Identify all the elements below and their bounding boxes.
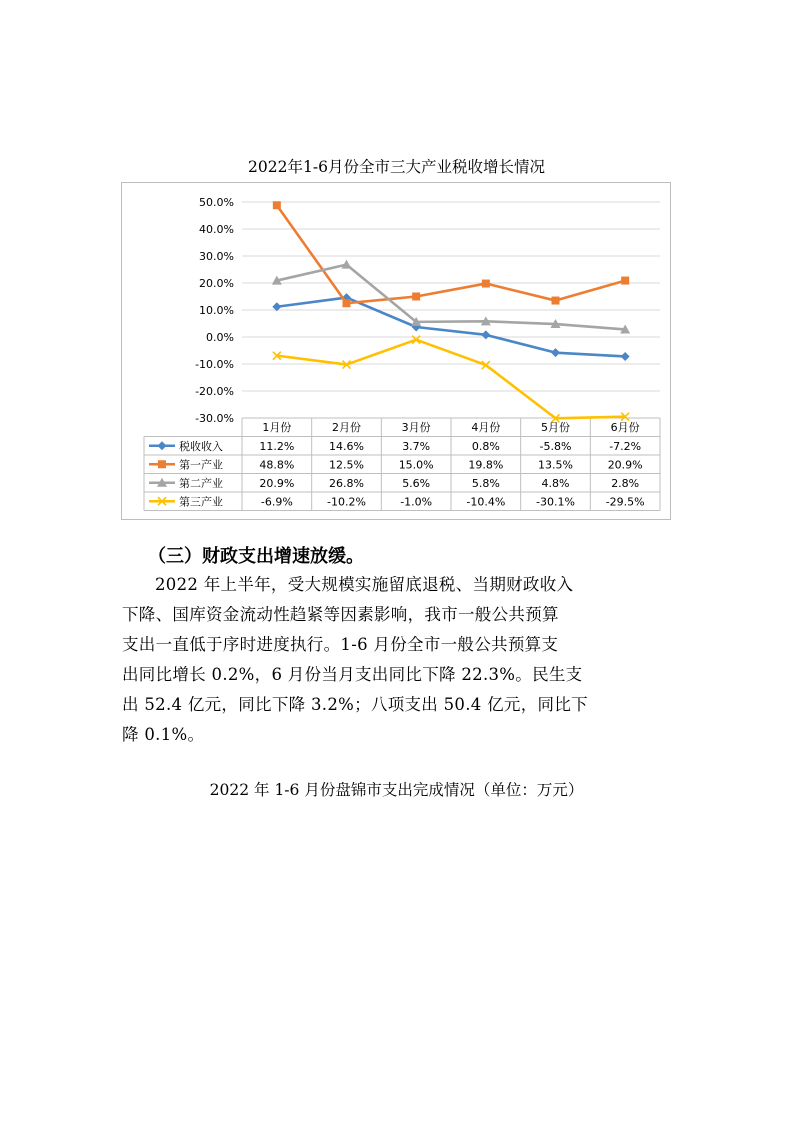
y-tick-label: -20.0%	[195, 385, 234, 398]
square-marker	[343, 299, 351, 307]
data-table-value: 4.8%	[541, 476, 570, 490]
tax-growth-chart	[122, 183, 670, 519]
x-category-label: 5月份	[541, 421, 570, 434]
series-line	[277, 298, 625, 357]
diamond-marker	[158, 441, 167, 450]
data-table-value: -1.0%	[400, 495, 433, 509]
square-marker	[552, 297, 560, 305]
y-tick-label: 10.0%	[199, 304, 234, 317]
square-marker	[412, 293, 420, 301]
x-category-label: 3月份	[401, 421, 431, 434]
paragraph-line: 下降、国库资金流动性趋紧等因素影响，我市一般公共预算	[122, 605, 559, 624]
square-marker	[621, 277, 629, 285]
data-table-value: 20.9%	[259, 476, 295, 490]
data-table-value: 2.8%	[611, 476, 640, 490]
data-table-value: -6.9%	[260, 495, 293, 509]
data-table-value: -5.8%	[539, 439, 572, 453]
data-table-value: -30.1%	[536, 495, 575, 509]
chart-title: 2022年1-6月份全市三大产业税收增长情况	[248, 158, 545, 176]
x-category-label: 2月份	[332, 421, 361, 434]
y-tick-label: 40.0%	[199, 223, 234, 236]
square-marker	[158, 460, 166, 468]
data-table-value: -10.2%	[327, 495, 366, 509]
legend-label: 第二产业	[179, 476, 223, 490]
section-heading: （三）财政支出增速放缓。	[148, 546, 364, 567]
x-category-label: 6月份	[610, 421, 640, 434]
series-line	[277, 205, 625, 303]
data-table-value: 5.8%	[471, 476, 500, 490]
data-table-value: 15.0%	[398, 458, 434, 472]
data-table-value: -10.4%	[466, 495, 506, 509]
data-table-value: 20.9%	[607, 458, 643, 472]
paragraph-line: 2022 年上半年，受大规模实施留底退税、当期财政收入	[155, 575, 574, 594]
series-line	[277, 340, 625, 419]
data-table-value: 5.6%	[402, 476, 431, 490]
data-table-value: -29.5%	[605, 495, 645, 509]
x-category-label: 4月份	[471, 421, 501, 434]
square-marker	[273, 201, 281, 209]
legend-label: 第一产业	[179, 458, 223, 472]
paragraph-line: 支出一直低于序时进度执行。1-6 月份全市一般公共预算支	[122, 635, 559, 654]
data-table-value: 48.8%	[259, 458, 295, 472]
section-paragraph	[122, 570, 678, 750]
series-line	[277, 265, 625, 330]
data-table-value: 3.7%	[402, 439, 431, 453]
table-caption: 2022 年 1-6 月份盘锦市支出完成情况（单位：万元）	[209, 781, 584, 799]
paragraph-line: 出 52.4 亿元，同比下降 3.2%；八项支出 50.4 亿元，同比下	[122, 695, 588, 714]
legend-label: 第三产业	[179, 495, 223, 509]
paragraph-line: 降 0.1%。	[122, 725, 205, 744]
x-category-label: 1月份	[262, 421, 292, 434]
y-tick-label: 0.0%	[206, 331, 234, 344]
data-table-value: 13.5%	[538, 458, 573, 472]
diamond-marker	[551, 348, 560, 357]
data-table-value: 12.5%	[329, 458, 364, 472]
chart-frame	[121, 182, 671, 520]
legend-label: 税收收入	[179, 439, 223, 453]
data-table-value: 0.8%	[471, 439, 500, 453]
y-tick-label: 50.0%	[199, 196, 234, 209]
data-table-value: 14.6%	[329, 439, 364, 453]
square-marker	[482, 280, 490, 288]
y-tick-label: 30.0%	[199, 250, 234, 263]
y-tick-label: -30.0%	[195, 412, 234, 425]
paragraph-line: 出同比增长 0.2%，6 月份当月支出同比下降 22.3%。民生支	[122, 665, 583, 684]
diamond-marker	[621, 352, 630, 361]
data-table-value: 26.8%	[329, 476, 364, 490]
diamond-marker	[481, 330, 490, 339]
data-table-value: -7.2%	[609, 439, 642, 453]
data-table-value: 19.8%	[468, 458, 504, 472]
y-tick-label: -10.0%	[195, 358, 234, 371]
data-table-value: 11.2%	[259, 439, 295, 453]
y-tick-label: 20.0%	[199, 277, 234, 290]
